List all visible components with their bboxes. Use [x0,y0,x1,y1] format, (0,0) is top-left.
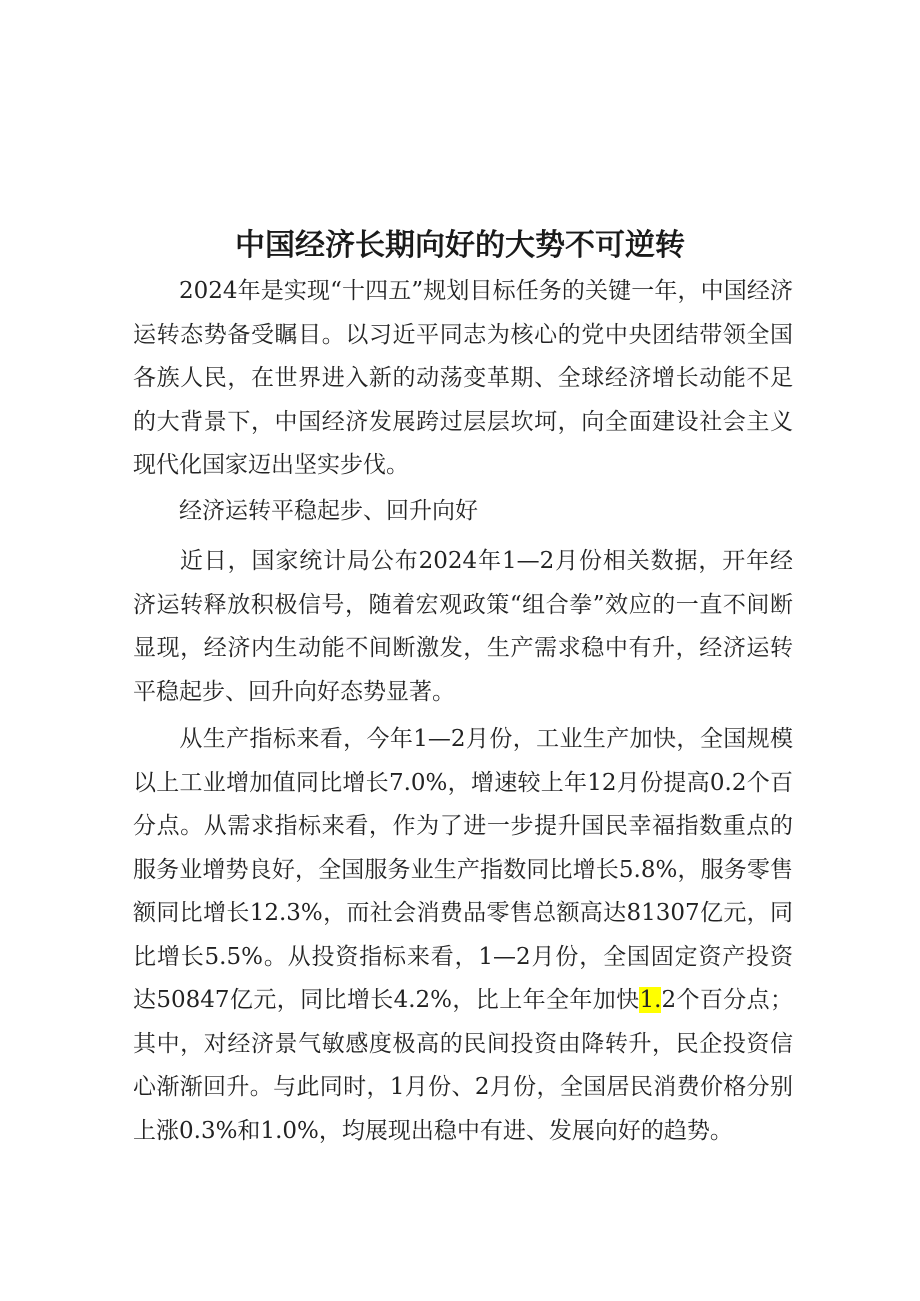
section-heading [133,490,793,534]
paragraph-intro-text: 2024年是实现“十四五”规划目标任务的关键一年，中国经济运转态势备受瞩目。以习近平同志为核心的党中央团结带领全国各族人民，在世界进入新的动荡变革期、全球经济增长动能不足的大背景下，中国经济发展跨过层层坎坷，向全面建设社会主义现代化国家迈出坚实步伐。 [133,278,793,478]
paragraph-intro [133,270,793,488]
paragraph-statistics-release-text: 近日，国家统计局公布2024年1—2月份相关数据，开年经济运转释放积极信号，随着宏观政策“组合拳”效应的一直不间断显现，经济内生动能不间断激发，生产需求稳中有升，经济运转平稳起步、回升向好态势显著。 [133,548,793,705]
highlighted-text: 1. [639,987,662,1013]
paragraph-indicators [133,718,793,1153]
paragraph-indicators-text-start: 从生产指标来看，今年1—2月份，工业生产加快，全国规模以上工业增加值同比增长7.0%，增速较上年12月份提高0.2个百分点。从需求指标来看，作为了进一步提升国民幸福指数重点的服务业增势良好，全国服务业生产指数同比增长5.8%，服务零售额同比增长12.3%，而社会消费品零售总额高达81307亿元，同比增长5.5%。从投资指标来看，1—2月份，全国固定资产投资达50847亿元，同比增长4.2%，比上年全年加快 [133,726,793,1013]
paragraph-statistics-release [133,540,793,714]
paragraph-indicators-text-end: 2个百分点；其中，对经济景气敏感度极高的民间投资由降转升，民企投资信心渐渐回升。与此同时，1月份、2月份，全国居民消费价格分别上涨0.3%和1.0%，均展现出稳中有进、发展向好的趋势。 [133,987,793,1144]
section-heading-text: 经济运转平稳起步、回升向好 [179,498,478,524]
document-title: 中国经济长期向好的大势不可逆转 [235,228,685,263]
